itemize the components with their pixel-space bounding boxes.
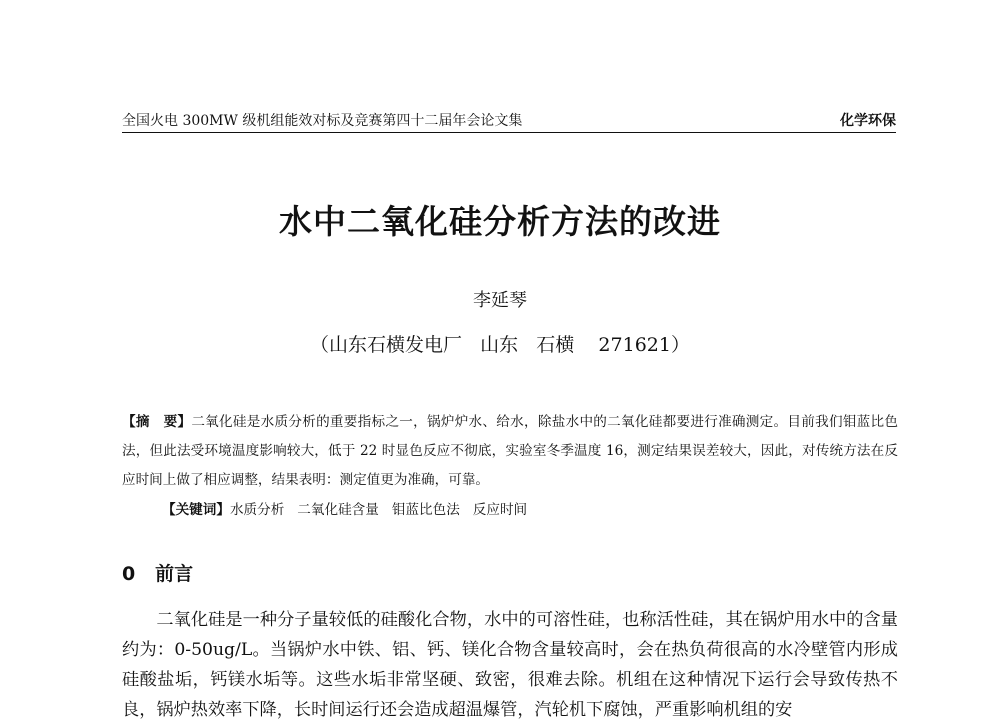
keywords	[162, 498, 898, 522]
proceedings-title: 全国火电 300MW 级机组能效对标及竞赛第四十二届年会论文集	[122, 113, 523, 129]
abstract-label: 【摘 要】	[122, 414, 192, 430]
abstract-text: 二氧化硅是水质分析的重要指标之一，锅炉炉水、给水，除盐水中的二氧化硅都要进行准确测定。目前我们钼蓝比色法，但此法受环境温度影响较大，低于 22 时显色反应不彻底，实验室冬季温度 16，测定结果误差较大，因此，对传统方法在反应时间上做了相应调整，结果表明：测定值更为准确，可靠。	[122, 414, 898, 488]
running-header	[122, 110, 896, 133]
body-paragraph: 二氧化硅是一种分子量较低的硅酸化合物，水中的可溶性硅，也称活性硅，其在锅炉用水中的含量约为：0-50ug/L。当锅炉水中铁、铝、钙、镁化合物含量较高时，会在热负荷很高的水冷壁管内形成硅酸盐垢，钙镁水垢等。这些水垢非常坚硬、致密，很难去除。机组在这种情况下运行会导致传热不良，锅炉热效率下降，长时间运行还会造成超温爆管，汽轮机下腐蚀，严重影响机组的安	[122, 610, 898, 720]
paper-title: 水中二氧化硅分析方法的改进	[279, 202, 721, 241]
abstract	[122, 408, 898, 495]
section-title: 前言	[155, 563, 194, 585]
section-heading	[122, 559, 193, 586]
author-affiliation: （山东石横发电厂 山东 石横 271621）	[310, 334, 690, 356]
author-name: 李延琴	[473, 290, 527, 311]
keywords-label: 【关键词】	[162, 502, 230, 518]
keywords-text: 水质分析 二氧化硅含量 钼蓝比色法 反应时间	[229, 502, 528, 518]
section-category: 化学环保	[840, 113, 896, 129]
section-number: 0	[122, 563, 136, 585]
